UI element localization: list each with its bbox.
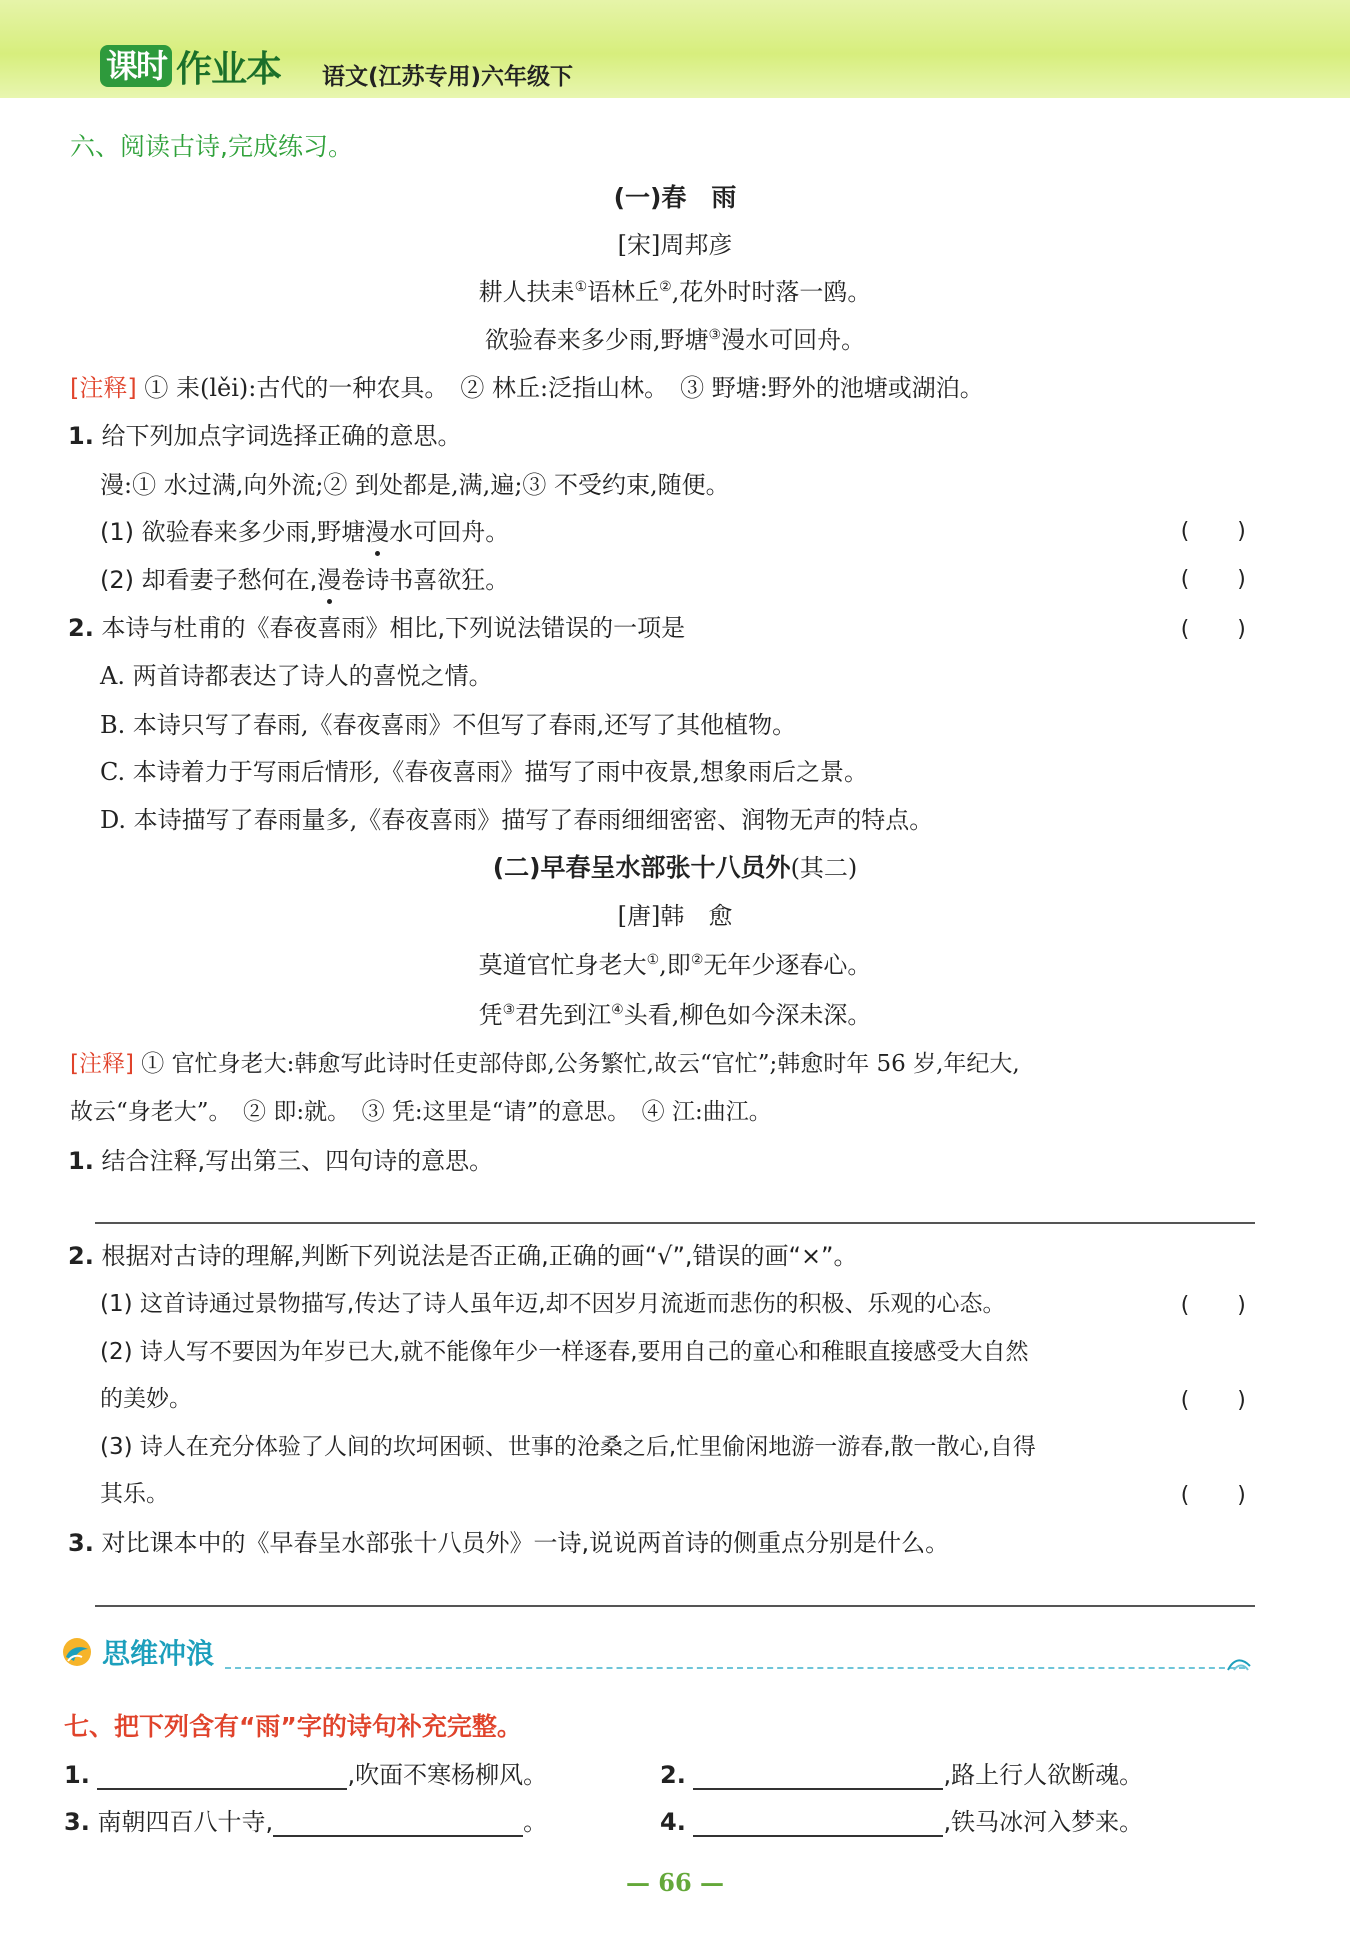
poem2-line2	[0, 995, 1350, 1030]
option-c: C. 本诗着力于写雨后情形,《春夜喜雨》描写了雨中夜景,想象雨后之景。	[100, 758, 869, 786]
poem2-author: [唐]韩 愈	[617, 902, 733, 930]
p1-q1-definitions: 漫:① 水过满,向外流;② 到处都是,满,遍;③ 不受约束,随便。	[100, 471, 730, 499]
footnote-marker: ④	[611, 1002, 624, 1018]
p2-q2-sub1: (1) 这首诗通过景物描写,传达了诗人虽年迈,却不因岁月流逝而悲伤的积极、乐观的心态。	[100, 1291, 1006, 1317]
siwei-banner	[60, 1632, 214, 1672]
brand-name: 作业本	[176, 48, 282, 90]
fill-blank[interactable]	[693, 1809, 943, 1837]
note-text: ① 耒(lěi):古代的一种农具。 ② 林丘:泛指山林。 ③ 野塘:野外的池塘或湖泊。	[144, 374, 984, 402]
poem-text: ,即	[659, 951, 691, 979]
poem2-title-suffix: (其二)	[790, 854, 858, 882]
verse-text: 南朝四百八十寺,	[97, 1808, 274, 1836]
poem1-notes	[70, 368, 984, 403]
poem-text: 无年少逐春心。	[703, 951, 872, 979]
verse-text: ,铁马冰河入梦来。	[943, 1808, 1144, 1836]
sub-text: (1) 欲验春来多少雨,野塘	[100, 518, 366, 546]
question-number: 1.	[68, 1147, 94, 1175]
fill-blank[interactable]	[97, 1762, 347, 1790]
fill-item-4	[660, 1802, 1143, 1837]
siwei-label: 思维冲浪	[102, 1637, 215, 1670]
poem-text: 头看,柳色如今深未深。	[623, 1001, 872, 1029]
answer-paren[interactable]: ( )	[1178, 1293, 1249, 1318]
sub-text: (2) 却看妻子愁何在,	[100, 566, 318, 594]
footnote-marker: ③	[708, 327, 722, 343]
poem-text: 语林丘	[587, 278, 660, 306]
verse-text: ,吹面不寒杨柳风。	[347, 1761, 548, 1789]
question-stem: 对比课本中的《早春呈水部张十八员外》一诗,说说两首诗的侧重点分别是什么。	[101, 1529, 950, 1557]
sub-text: 卷诗书喜欲狂。	[341, 566, 510, 594]
p1-question-1	[68, 416, 461, 451]
footnote-marker: ②	[659, 279, 672, 295]
question-stem: 给下列加点字词选择正确的意思。	[101, 422, 462, 450]
verse-text: 。	[523, 1808, 548, 1836]
question-number: 3.	[68, 1529, 94, 1557]
sub-text: 水可回舟。	[389, 518, 510, 546]
footnote-marker: ③	[502, 1002, 516, 1018]
poem2-title	[0, 848, 1350, 884]
verse-text: ,路上行人欲断魂。	[943, 1761, 1144, 1789]
poem2-title-main: (二)早春呈水部张十八员外	[492, 853, 791, 882]
fill-item-1	[64, 1755, 547, 1790]
question-number: 2.	[68, 614, 94, 642]
p2-question-1	[68, 1141, 493, 1176]
answer-paren[interactable]: ( )	[1178, 1388, 1249, 1413]
p2-q2-sub3-line2: 其乐。	[100, 1481, 169, 1507]
p1-q1-sub2	[100, 560, 509, 595]
siwei-divider	[225, 1667, 1245, 1669]
poem2-notes-line1	[70, 1045, 1020, 1078]
question-number: 2.	[68, 1242, 94, 1270]
poem-text: 君先到江	[515, 1001, 612, 1029]
p2-q2-sub3-line1: (3) 诗人在充分体验了人间的坎坷困顿、世事的沧桑之后,忙里偷闲地游一游春,散一散心,自得	[100, 1434, 1036, 1460]
footnote-marker: ②	[690, 952, 704, 968]
p2-q2-sub2-line2: 的美妙。	[100, 1386, 192, 1412]
note-tag: [注释]	[70, 374, 137, 402]
fill-blank[interactable]	[273, 1809, 523, 1837]
poem-text: 耕人扶耒	[478, 278, 575, 306]
option-a: A. 两首诗都表达了诗人的喜悦之情。	[100, 662, 493, 690]
dotted-char: 漫	[365, 518, 390, 546]
item-number: 2.	[660, 1761, 686, 1789]
item-number: 1.	[64, 1761, 90, 1789]
poem1-line1	[0, 272, 1350, 307]
item-number: 4.	[660, 1808, 686, 1836]
question-stem: 根据对古诗的理解,判断下列说法是否正确,正确的画“√”,错误的画“×”。	[101, 1242, 858, 1270]
p2-question-3	[68, 1523, 949, 1558]
option-b: B. 本诗只写了春雨,《春夜喜雨》不但写了春雨,还写了其他植物。	[100, 711, 797, 739]
brand-logo-mark: 课时	[100, 45, 172, 87]
note-tag: [注释]	[70, 1051, 134, 1077]
fill-item-2	[660, 1755, 1143, 1790]
question-number: 1.	[68, 422, 94, 450]
item-number: 3.	[64, 1808, 90, 1836]
subject-label: 语文(江苏专用)六年级下	[322, 64, 574, 90]
p1-question-2	[68, 608, 685, 643]
p2-q2-sub2-line1: (2) 诗人写不要因为年岁已大,就不能像年少一样逐春,要用自己的童心和稚眼直接感受大自然	[100, 1339, 1029, 1365]
wave-icon	[60, 1635, 94, 1669]
footnote-marker: ①	[574, 279, 588, 295]
question-stem: 本诗与杜甫的《春夜喜雨》相比,下列说法错误的一项是	[101, 614, 686, 642]
p2-question-2	[68, 1236, 858, 1271]
poem1-line2	[0, 320, 1350, 355]
question-stem: 结合注释,写出第三、四句诗的意思。	[101, 1147, 494, 1175]
answer-line[interactable]	[95, 1605, 1255, 1607]
wave-end-icon	[1226, 1654, 1254, 1674]
answer-paren[interactable]: ( )	[1178, 567, 1249, 592]
poem-text: 欲验春来多少雨,野塘	[484, 326, 709, 354]
fill-item-3	[64, 1802, 547, 1837]
footnote-marker: ①	[646, 952, 660, 968]
poem-text: 莫道官忙身老大	[478, 951, 647, 979]
fill-blank[interactable]	[693, 1762, 943, 1790]
poem2-line1	[0, 945, 1350, 980]
section7-title: 七、把下列含有“雨”字的诗句补充完整。	[64, 1712, 522, 1741]
answer-paren[interactable]: ( )	[1178, 1483, 1249, 1508]
note-text: ① 官忙身老大:韩愈写此诗时任吏部侍郎,公务繁忙,故云“官忙”;韩愈时年 56 岁,年纪大,	[141, 1051, 1020, 1077]
poem-text: 漫水可回舟。	[721, 326, 866, 354]
answer-line[interactable]	[95, 1222, 1255, 1224]
section6-title: 六、阅读古诗,完成练习。	[70, 132, 353, 161]
poem-text: ,花外时时落一鸥。	[671, 278, 872, 306]
poem2-notes-line2: 故云“身老大”。 ② 即:就。 ③ 凭:这里是“请”的意思。 ④ 江:曲江。	[70, 1099, 772, 1125]
p1-q1-sub1	[100, 512, 509, 547]
dotted-char: 漫	[317, 566, 342, 594]
brand-logo	[100, 44, 281, 88]
answer-paren[interactable]: ( )	[1178, 519, 1249, 544]
answer-paren[interactable]: ( )	[1178, 617, 1249, 642]
page-number: — 66 —	[625, 1868, 725, 1897]
option-d: D. 本诗描写了春雨量多,《春夜喜雨》描写了春雨细细密密、润物无声的特点。	[100, 806, 934, 834]
poem-text: 凭	[478, 1001, 503, 1029]
poem1-author: [宋]周邦彦	[617, 231, 733, 259]
poem1-title: (一)春 雨	[613, 183, 737, 212]
